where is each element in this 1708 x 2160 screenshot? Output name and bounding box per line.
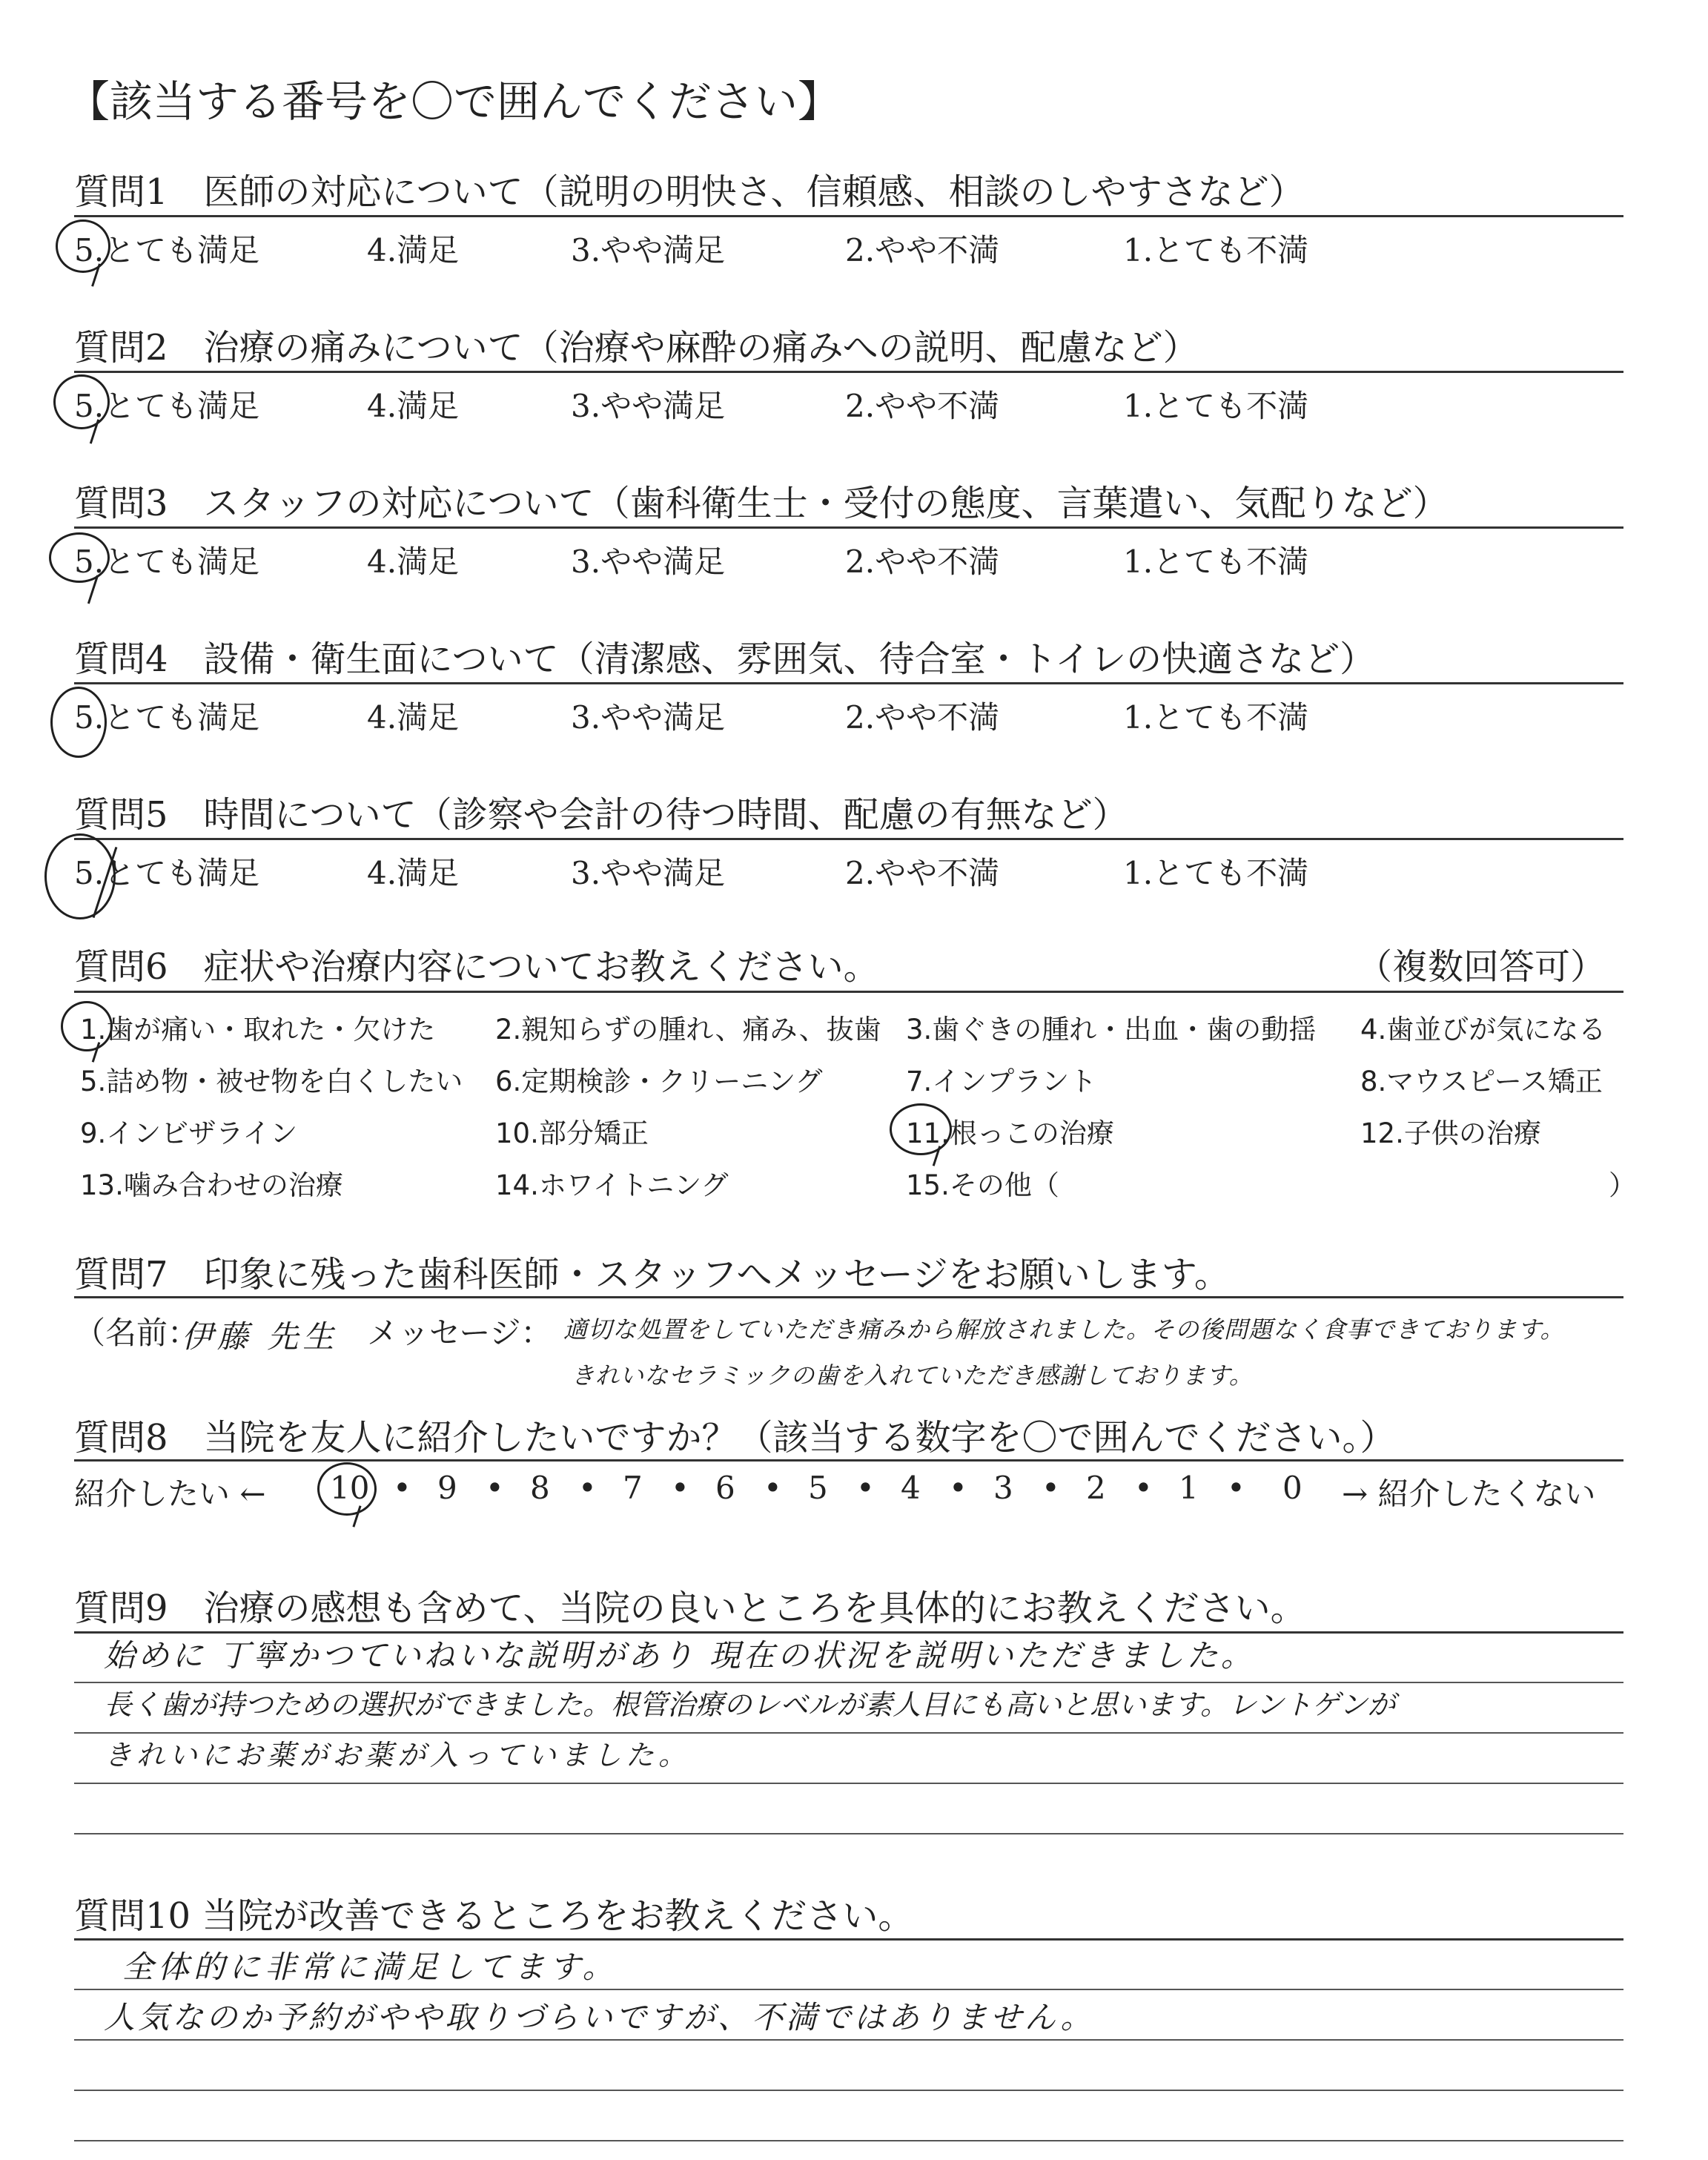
- q5-option-1[interactable]: 1.とても不満: [1123, 855, 1309, 891]
- q8-scale-dot: •: [764, 1470, 782, 1506]
- q5-option-4[interactable]: 4.満足: [367, 855, 460, 891]
- q8-scale-0[interactable]: 0: [1282, 1470, 1302, 1506]
- q2-rule: [74, 371, 1623, 373]
- q3-option-1[interactable]: 1.とても不満: [1123, 544, 1309, 580]
- q8-scale-dot: •: [393, 1470, 411, 1506]
- q4-option-2[interactable]: 2.やや不満: [845, 699, 1000, 736]
- q6-option-10[interactable]: 10.部分矯正: [495, 1117, 649, 1149]
- q1-option-4[interactable]: 4.満足: [367, 232, 460, 268]
- page-instruction: 【該当する番号を〇で囲んでください】: [67, 76, 841, 127]
- q7-message-label: メッセージ：: [367, 1315, 552, 1351]
- q8-scale-5[interactable]: 5: [808, 1470, 828, 1506]
- q8-scale-7[interactable]: 7: [623, 1470, 643, 1506]
- q4-rule: [74, 682, 1623, 684]
- q7-rule: [74, 1296, 1623, 1298]
- q6-option-11[interactable]: 11.根っこの治療: [906, 1117, 1114, 1149]
- q5-rule: [74, 838, 1623, 840]
- q6-title: 質問6 症状や治療内容についてお教えください。: [74, 946, 879, 988]
- q2-option-3[interactable]: 3.やや満足: [571, 388, 726, 424]
- q2-title: 質問2 治療の痛みについて（治療や麻酔の痛みへの説明、配慮など）: [74, 327, 1199, 369]
- q6-option-14[interactable]: 14.ホワイトニング: [495, 1169, 729, 1201]
- q7-name-label: （名前：: [74, 1315, 199, 1351]
- q6-option-15-close-paren: ）: [1609, 1169, 1636, 1201]
- q8-scale-9[interactable]: 9: [437, 1470, 457, 1506]
- q10-rule-3: [74, 2039, 1623, 2041]
- q6-option-1[interactable]: 1.歯が痛い・取れた・欠けた: [80, 1014, 436, 1046]
- q8-scale-dot: •: [486, 1470, 504, 1506]
- q1-option-3[interactable]: 3.やや満足: [571, 232, 726, 268]
- q7-message-line-1[interactable]: 適切な処置をしていただき痛みから解放されました。その後問題なく食事できております。: [563, 1315, 1565, 1344]
- q1-rule: [74, 215, 1623, 217]
- q10-rule-4: [74, 2090, 1623, 2091]
- q6-selection-circle-11: [890, 1103, 952, 1155]
- q8-scale-dot: •: [1227, 1470, 1245, 1506]
- q6-option-6[interactable]: 6.定期検診・クリーニング: [495, 1066, 823, 1097]
- q9-title: 質問9 治療の感想も含めて、当院の良いところを具体的にお教えください。: [74, 1588, 1306, 1629]
- q8-scale-dot: •: [578, 1470, 597, 1506]
- q10-answer-line-2[interactable]: 人気なのか予約がやや取りづらいですが、不満ではありません。: [104, 1999, 1095, 2035]
- q10-answer-line-1[interactable]: 全体的に非常に満足してます。: [122, 1949, 618, 1985]
- q9-answer-line-1[interactable]: 始めに 丁寧かつていねいな説明があり 現在の状況を説明いただきました。: [104, 1637, 1255, 1674]
- q5-option-3[interactable]: 3.やや満足: [571, 855, 726, 891]
- q5-title: 質問5 時間について（診察や会計の待つ時間、配慮の有無など）: [74, 794, 1128, 836]
- q10-rule-2: [74, 1989, 1623, 1990]
- q8-scale-2[interactable]: 2: [1086, 1470, 1106, 1506]
- q8-scale-3[interactable]: 3: [993, 1470, 1013, 1506]
- q6-option-4[interactable]: 4.歯並びが気になる: [1360, 1014, 1606, 1046]
- q2-option-1[interactable]: 1.とても不満: [1123, 388, 1309, 424]
- q3-selection-circle: [49, 532, 110, 583]
- q8-scale-dot: •: [671, 1470, 689, 1506]
- q1-option-2[interactable]: 2.やや不満: [845, 232, 1000, 268]
- q1-selection-circle: [56, 219, 110, 273]
- q10-title: 質問10 当院が改善できるところをお教えください。: [74, 1895, 914, 1937]
- q6-rule: [74, 991, 1623, 993]
- q1-option-5[interactable]: 5.とても満足: [74, 232, 260, 268]
- q8-scale-10[interactable]: 10: [330, 1470, 370, 1506]
- q8-scale-4[interactable]: 4: [901, 1470, 921, 1506]
- q9-rule-5: [74, 1833, 1623, 1834]
- q6-selection-circle-1: [61, 1001, 113, 1051]
- q8-scale-8[interactable]: 8: [530, 1470, 550, 1506]
- q6-option-9[interactable]: 9.インビザライン: [80, 1117, 298, 1149]
- q8-left-label: 紹介したい ←: [74, 1476, 266, 1512]
- q4-option-3[interactable]: 3.やや満足: [571, 699, 726, 736]
- q6-option-3[interactable]: 3.歯ぐきの腫れ・出血・歯の動揺: [906, 1014, 1317, 1046]
- q3-rule: [74, 526, 1623, 529]
- q4-option-1[interactable]: 1.とても不満: [1123, 699, 1309, 736]
- q2-option-4[interactable]: 4.満足: [367, 388, 460, 424]
- q8-selection-circle: [317, 1462, 377, 1516]
- q5-option-5[interactable]: 5.とても満足: [74, 855, 260, 891]
- q2-selection-circle: [53, 374, 110, 429]
- q6-option-8[interactable]: 8.マウスピース矯正: [1360, 1066, 1603, 1097]
- q6-option-7[interactable]: 7.インプラント: [906, 1066, 1097, 1097]
- q1-option-1[interactable]: 1.とても不満: [1123, 232, 1309, 268]
- q1-title: 質問1 医師の対応について（説明の明快さ、信頼感、相談のしやすさなど）: [74, 171, 1305, 213]
- q3-title: 質問3 スタッフの対応について（歯科衛生士・受付の態度、言葉遣い、気配りなど）: [74, 483, 1449, 524]
- q2-option-5[interactable]: 5.とても満足: [74, 388, 260, 424]
- q8-scale-6[interactable]: 6: [715, 1470, 735, 1506]
- q8-title: 質問8 当院を友人に紹介したいですか？（該当する数字を〇で囲んでください。）: [74, 1417, 1396, 1459]
- q6-option-5[interactable]: 5.詰め物・被せ物を白くしたい: [80, 1066, 463, 1097]
- q3-option-3[interactable]: 3.やや満足: [571, 544, 726, 580]
- q7-title: 質問7 印象に残った歯科医師・スタッフへメッセージをお願いします。: [74, 1254, 1230, 1295]
- q4-selection-circle: [50, 687, 107, 758]
- q8-scale-dot: •: [856, 1470, 875, 1506]
- q2-option-2[interactable]: 2.やや不満: [845, 388, 1000, 424]
- q6-note: （複数回答可）: [1357, 946, 1606, 988]
- q4-title: 質問4 設備・衛生面について（清潔感、雰囲気、待合室・トイレの快適さなど）: [74, 638, 1376, 680]
- q8-rule: [74, 1459, 1623, 1462]
- q8-scale-1[interactable]: 1: [1179, 1470, 1199, 1506]
- q6-option-13[interactable]: 13.噛み合わせの治療: [80, 1169, 343, 1201]
- q10-rule-1: [74, 1938, 1623, 1941]
- q8-scale-dot: •: [949, 1470, 967, 1506]
- q6-option-12[interactable]: 12.子供の治療: [1360, 1117, 1541, 1149]
- q8-scale-dot: •: [1134, 1470, 1153, 1506]
- q8-scale-dot: •: [1042, 1470, 1060, 1506]
- q10-rule-5: [74, 2140, 1623, 2141]
- q6-option-2[interactable]: 2.親知らずの腫れ、痛み、抜歯: [495, 1014, 881, 1046]
- q6-option-15[interactable]: 15.その他（: [906, 1169, 1059, 1201]
- q4-option-5[interactable]: 5.とても満足: [74, 699, 260, 736]
- q7-name-value[interactable]: 伊藤 先生: [182, 1318, 339, 1355]
- q9-answer-line-2[interactable]: 長く歯が持つための選択ができました。根管治療のレベルが素人目にも高いと思います。レントゲンが: [104, 1688, 1396, 1721]
- q3-option-4[interactable]: 4.満足: [367, 544, 460, 580]
- q4-option-4[interactable]: 4.満足: [367, 699, 460, 736]
- q8-right-label: → 紹介したくない: [1342, 1476, 1596, 1512]
- q9-answer-line-3[interactable]: きれいにお薬がお薬が入っていました。: [104, 1739, 692, 1771]
- q3-option-2[interactable]: 2.やや不満: [845, 544, 1000, 580]
- q9-rule-4: [74, 1783, 1623, 1784]
- q3-option-5[interactable]: 5.とても満足: [74, 544, 260, 580]
- q7-message-line-2[interactable]: きれいなセラミックの歯を入れていただき感謝しております。: [571, 1361, 1254, 1390]
- q5-option-2[interactable]: 2.やや不満: [845, 855, 1000, 891]
